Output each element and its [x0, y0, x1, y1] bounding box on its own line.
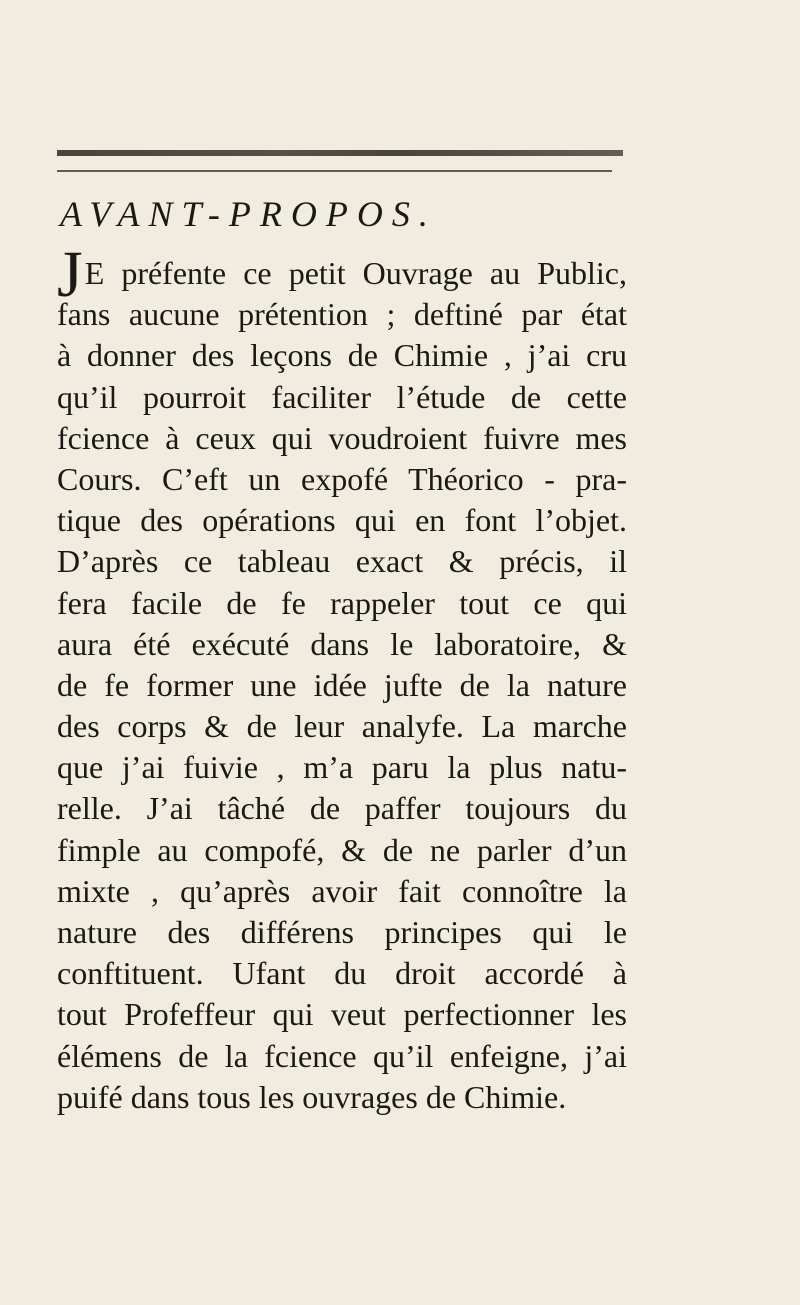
- text-line: conftituent. Ufant du droit accordé à: [57, 955, 627, 992]
- text-line: qu’il pourroit faciliter l’étude de cette: [57, 378, 627, 415]
- text-line: à donner des leçons de Chimie , j’ai cru: [57, 337, 627, 374]
- text-line: tique des opérations qui en font l’objet.: [57, 502, 627, 539]
- text-line: de fe former une idée jufte de la nature: [57, 666, 627, 703]
- ornamental-rule: [57, 150, 623, 156]
- text-line: fimple au compofé, & de ne parler d’un: [57, 831, 627, 868]
- text-line: fans aucune prétention ; deftiné par état: [57, 296, 627, 333]
- text-line: des corps & de leur analyfe. La marche: [57, 708, 627, 745]
- text-line: que j’ai fuivie , m’a paru la plus natu-: [57, 749, 627, 786]
- text-line: fera facile de fe rappeler tout ce qui: [57, 584, 627, 621]
- text-line: fcience à ceux qui voudroient fuivre mes: [57, 419, 627, 456]
- text-line: puifé dans tous les ouvrages de Chimie.: [57, 1078, 567, 1115]
- drop-cap: J: [57, 238, 83, 311]
- text-line: tout Profeffeur qui veut perfectionner les: [57, 996, 627, 1033]
- text-line: D’après ce tableau exact & précis, il: [57, 543, 627, 580]
- text-line: mixte , qu’après avoir fait connoître la: [57, 872, 627, 909]
- text-line: nature des différens principes qui le: [57, 914, 627, 950]
- text-line: aura été exécuté dans le laboratoire, &: [57, 625, 627, 662]
- divider-rule: [57, 170, 612, 172]
- page-heading: AVANT-PROPOS.: [60, 194, 437, 234]
- text-line: Cours. C’eft un expofé Théorico - pra-: [57, 460, 627, 497]
- text-line: élémens de la fcience qu’il enfeigne, j’ai: [57, 1037, 627, 1074]
- text-line: JE préfente ce petit Ouvrage au Public,: [57, 238, 627, 311]
- body-text: [57, 238, 627, 1118]
- text-line: relle. J’ai tâché de paffer toujours du: [57, 790, 627, 827]
